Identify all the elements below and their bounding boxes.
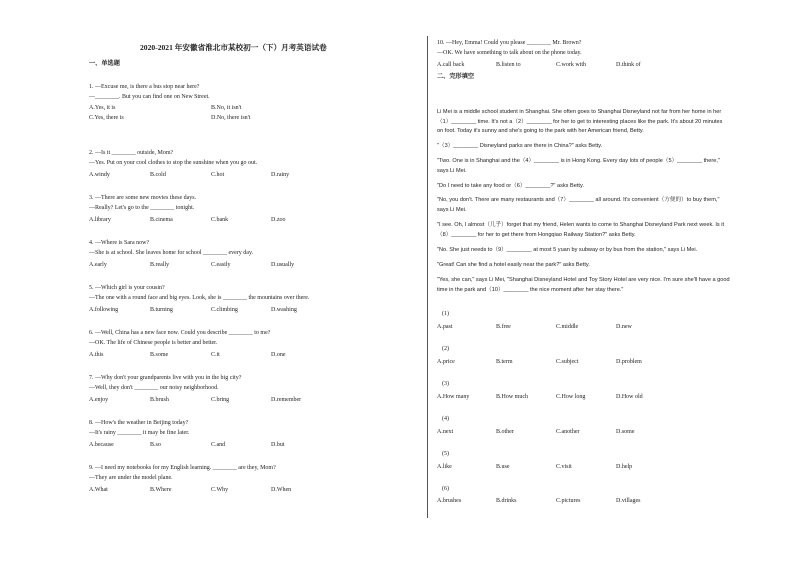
question-line: —Yes. Put on your cool clothes to stop the sunshine when you go out. <box>89 160 258 166</box>
column-divider <box>427 36 428 518</box>
question-line: —It's rainy ________ it may be fine later. <box>89 430 190 436</box>
option-d[interactable]: D.remember <box>271 397 302 403</box>
question-stem: 8. —How's the weather in Beijing today? <box>89 420 189 426</box>
passage-line: "No. She just needs to（9）________ at most 5 yuan by subway or by bus from the station," says Li Mei. <box>437 247 698 253</box>
option-a[interactable]: A.enjoy <box>89 397 109 403</box>
option-b[interactable]: B.some <box>150 352 169 358</box>
page-title: 2020-2021 年安徽省淮北市某校初一（下）月考英语试卷 <box>140 43 327 52</box>
question-stem: 9. —I need my notebooks for my English learning. ________ are they, Mom? <box>89 465 276 471</box>
cloze-number: (1) <box>442 311 449 317</box>
option-b[interactable]: B.other <box>496 429 514 435</box>
option-a[interactable]: A.Yes, it is <box>89 105 116 111</box>
question-stem: 1. —Excuse me, is there a bus stop near here? <box>89 84 200 90</box>
option-c[interactable]: C.work with <box>556 62 586 68</box>
passage-line: Li Mei is a middle school student in Shanghai. She often goes to Shanghai Disneyland not far from her home in her <box>437 109 722 115</box>
question-line: —OK. We have something to talk about on the phone today. <box>437 50 582 56</box>
section-heading-cloze: 二、完形填空 <box>437 73 475 80</box>
option-a[interactable]: A.because <box>89 442 114 448</box>
option-c[interactable]: C.hot <box>211 172 225 178</box>
option-a[interactable]: A.like <box>437 464 452 470</box>
option-b[interactable]: B.turning <box>150 307 173 313</box>
option-a[interactable]: A.early <box>89 262 107 268</box>
cloze-number: (3) <box>442 381 449 387</box>
passage-line: time in the park and（10）________ the nice moment after her stay there." <box>437 287 624 293</box>
option-a[interactable]: A.following <box>89 307 119 313</box>
question-stem: 10. —Hey, Emma! Could you please ________ Mr. Brown? <box>437 40 582 46</box>
option-b[interactable]: B.so <box>150 442 161 448</box>
question-stem: 3. —There are some new movies these days. <box>89 195 197 201</box>
passage-line: "Do I need to take any food or（6）________?" asks Betty. <box>437 183 584 189</box>
option-b[interactable]: B.listen to <box>496 62 521 68</box>
option-b[interactable]: B.brush <box>150 397 169 403</box>
cloze-number: (5) <box>442 451 449 457</box>
option-c[interactable]: C.middle <box>556 324 579 330</box>
option-c[interactable]: C.visit <box>556 464 572 470</box>
passage-line: says Li Mei. <box>437 168 467 174</box>
option-b[interactable]: B.drinks <box>496 498 517 504</box>
question-stem: 5. —Which girl is your cousin? <box>89 285 165 291</box>
option-d[interactable]: D.usually <box>271 262 295 268</box>
option-a[interactable]: A.windy <box>89 172 110 178</box>
question-line: —Really? Let's go to the ________ tonight. <box>89 205 195 211</box>
option-c[interactable]: C.climbing <box>211 307 238 313</box>
option-b[interactable]: B.Where <box>150 487 172 493</box>
option-d[interactable]: D.one <box>271 352 286 358</box>
option-b[interactable]: B.really <box>150 262 170 268</box>
option-b[interactable]: B.cinema <box>150 217 173 223</box>
option-a[interactable]: A.brushes <box>437 498 462 504</box>
question-line: —________. But you can find one on New Street. <box>89 94 210 100</box>
option-a[interactable]: A.past <box>437 324 453 330</box>
question-line: —Well, they don't ________ our noisy neighborhood. <box>89 385 219 391</box>
option-d[interactable]: D.problem <box>616 359 642 365</box>
option-d[interactable]: D.How old <box>616 394 643 400</box>
cloze-number: (6) <box>442 486 449 492</box>
option-b[interactable]: B.term <box>496 359 513 365</box>
option-b[interactable]: B.use <box>496 464 510 470</box>
question-line: —OK. The life of Chinese people is better and better. <box>89 340 218 346</box>
option-d[interactable]: D.No, there isn't <box>211 115 251 121</box>
passage-line: says Li Mei. <box>437 207 467 213</box>
option-d[interactable]: D.washing <box>271 307 297 313</box>
cloze-number: (2) <box>442 346 449 352</box>
option-c[interactable]: C.another <box>556 429 580 435</box>
option-a[interactable]: A.How many <box>437 394 470 400</box>
option-a[interactable]: A.What <box>89 487 108 493</box>
question-line: —The one with a round face and big eyes. Look, she is ________ the mountains over there. <box>89 295 310 301</box>
option-d[interactable]: D.think of <box>616 62 641 68</box>
passage-line: "Two. One is in Shanghai and the（4）________ is in Hong Kong. Every day lots of people（5）________ there," <box>437 158 720 164</box>
option-c[interactable]: C.easily <box>211 262 231 268</box>
option-d[interactable]: D.new <box>616 324 632 330</box>
passage-line: on foot. Today it's sunny and she's going to the park with her American friend, Betty. <box>437 128 644 134</box>
passage-line: "（3）________ Disneyland parks are there in China?" asks Betty. <box>437 143 603 149</box>
option-c[interactable]: C.bank <box>211 217 229 223</box>
option-c[interactable]: C.Yes, there is <box>89 115 124 121</box>
passage-line: "Great! Can she find a hotel easily near the park?" asks Betty. <box>437 262 590 268</box>
option-c[interactable]: C.How long <box>556 394 586 400</box>
cloze-number: (4) <box>442 416 449 422</box>
option-d[interactable]: D.When <box>271 487 292 493</box>
option-c[interactable]: C.it <box>211 352 220 358</box>
option-d[interactable]: D.rainy <box>271 172 290 178</box>
option-c[interactable]: C.pictures <box>556 498 581 504</box>
question-stem: 4. —Where is Sara now? <box>89 240 150 246</box>
option-d[interactable]: D.some <box>616 429 635 435</box>
passage-line: "No, you don't. There are many restaurants and（7）________ all around. It's convenient（方便的）to buy them," <box>437 197 720 203</box>
option-a[interactable]: A.this <box>89 352 104 358</box>
option-d[interactable]: D.but <box>271 442 285 448</box>
option-a[interactable]: A.next <box>437 429 454 435</box>
option-b[interactable]: B.free <box>496 324 511 330</box>
option-b[interactable]: B.How much <box>496 394 528 400</box>
passage-line: （8）________ for her to get there from Hongqiao Railway Station?" asks Betty. <box>437 232 636 238</box>
option-a[interactable]: A.library <box>89 217 111 223</box>
passage-line: "Yes, she can," says Li Mei, "Shanghai Disneyland Hotel and Toy Story Hotel are very nice. I'm sure she'll have a good <box>437 277 730 283</box>
option-b[interactable]: B.No, it isn't <box>211 105 242 111</box>
passage-line: "I see. Oh, I almost（几乎）forget that my friend, Helen wants to come to Shanghai Disneyland Park next week. Is it <box>437 222 725 228</box>
option-a[interactable]: A.price <box>437 359 455 365</box>
question-stem: 7. —Why don't your grandparents live with you in the big city? <box>89 375 242 381</box>
question-stem: 6. —Well, China has a new face now. Could you describe ________ to me? <box>89 330 271 336</box>
option-c[interactable]: C.subject <box>556 359 579 365</box>
option-c[interactable]: C.bring <box>211 397 230 403</box>
option-b[interactable]: B.cold <box>150 172 166 178</box>
passage-line: （1）________ time. It's not a（2）________ for her to get to interesting places like the park. It's about 20 minutes <box>437 119 723 125</box>
section-heading-single-choice: 一、单选题 <box>89 60 120 67</box>
option-c[interactable]: C.Why <box>211 487 229 493</box>
question-stem: 2. —Is it ________ outside, Mom? <box>89 150 174 156</box>
option-a[interactable]: A.call back <box>437 62 465 68</box>
option-d[interactable]: D.villages <box>616 498 641 504</box>
option-d[interactable]: D.zoo <box>271 217 286 223</box>
question-line: —She is at school. She leaves home for school ________ every day. <box>89 250 254 256</box>
question-line: —They are under the model plane. <box>89 475 173 481</box>
option-c[interactable]: C.and <box>211 442 226 448</box>
option-d[interactable]: D.help <box>616 464 633 470</box>
